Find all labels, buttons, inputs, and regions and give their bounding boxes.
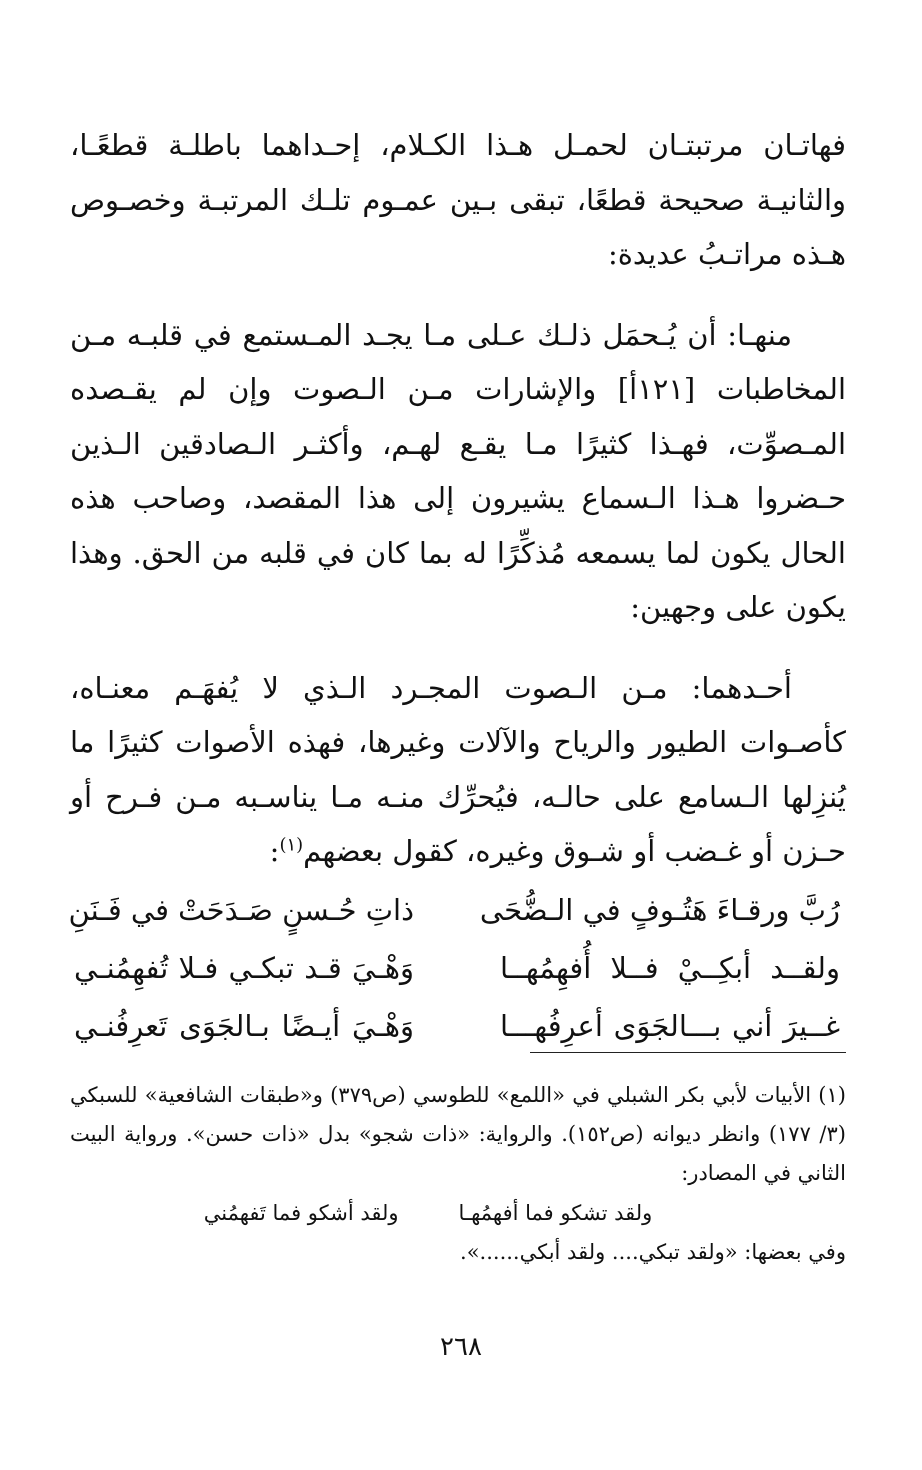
paragraph-3 — [70, 661, 846, 879]
verse-line — [70, 939, 846, 997]
footnote-separator — [530, 1052, 846, 1053]
paragraph-3-tail: : — [269, 834, 280, 868]
footnotes — [70, 1076, 846, 1272]
verse-hemistich-first: رُبَّ ورقـاءَ هَتُـوفٍ في الـضُّحَى — [479, 892, 840, 927]
footnote-verse — [70, 1193, 786, 1233]
verse-hemistich-second: وَهْـيَ قـد تبكـي فـلا تُفهِمُنـي — [74, 950, 414, 985]
verse-hemistich-first: غــيرَ أني بـــالجَوَى أعرِفُهـــا — [500, 1008, 840, 1043]
footnote-verse-first: ولقد تشكو فما أفهمُهـا — [458, 1201, 653, 1225]
footnote-1-last-line: وفي بعضها: «ولقد تبكي.... ولقد أبكي......». — [460, 1240, 846, 1264]
footnote-1-text: (١) الأبيات لأبي بكر الشبلي في «اللمع» للطوسي (ص٣٧٩) و«طبقات الشافعية» للسبكي (٣/ ١٧٧) وانظر ديوانه (ص١٥٢). والرواية: «ذات شجو» بدل «ذات حسن». ورواية البيت الثاني في المصادر: — [70, 1083, 846, 1185]
verse-line — [70, 997, 846, 1055]
verse-hemistich-second: ذاتِ حُـسنٍ صَـدَحَتْ في فَـنَنِ — [68, 892, 414, 927]
footnote-reference[interactable]: (١) — [279, 834, 304, 856]
verse-hemistich-first: ولقــد أبكِــيْ فــلا أُفهِمُهــا — [500, 950, 840, 985]
paragraph-2: منهـا: أن يُـحمَل ذلـك عـلى مـا يجـد المـستمع في قلبـه مـن المخاطبات [١٢١أ] والإشارات مـن الـصوت وإن لم يقـصده المـصوِّت، فهـذا كثيرًا مـا يقـع لهـم، وأكثـر الـصادقين الـذين حـضروا هـذا الـسماع يشيرون إلى هذا المقصد، وصاحب هذه الحال يكون لما يسمعه مُذكِّرًا له بما كان في قلبه من الحق. وهذا يكون على وجهين: — [70, 317, 847, 624]
verse-hemistich-second: وَهْـيَ أيـضًا بـالجَوَى تَعرِفُنـي — [74, 1008, 414, 1043]
paragraph-3-text: أحـدهما: مـن الـصوت المجـرد الـذي لا يُفهَـم معنـاه، كأصـوات الطيور والرياح والآلات وغيرها، فهذه الأصوات كثيرًا ما يُنزِلها الـسامع على حالـه، فيُحرِّك منـه مـا يناسـبه مـن فـرح أو حـزن أو غـضب أو شـوق وغيره، كقول بعضهم — [70, 670, 846, 868]
paragraph-1: فهاتـان مرتبتـان لحمـل هـذا الكـلام، إحـداهما باطلـة قطعًـا، والثانيـة صحيحة قطعًا، تبقى بـين عمـوم تلـك المرتبـة وخصـوص هـذه مراتـبُ عديدة: — [70, 128, 846, 271]
verse-line — [70, 881, 846, 939]
footnote-verse-second: ولقد أشكو فما تَفهمُني — [203, 1201, 399, 1225]
page-number: ٢٦٨ — [440, 1332, 482, 1362]
poem-verses — [70, 881, 846, 1055]
